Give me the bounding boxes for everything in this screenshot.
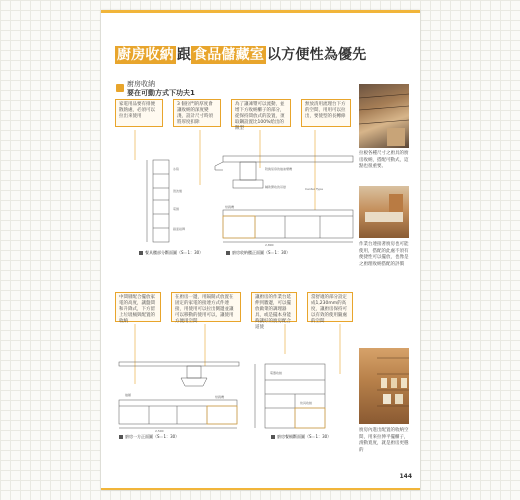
svg-text:冰箱: 冰箱 <box>173 167 180 171</box>
svg-text:烘碗機: 烘碗機 <box>225 205 235 209</box>
note-bottom-3: 讓廚房的作業台延伸到牆邊，可以擺放做菜的調理器具，或是擺本身能夠讓好的廚房配合道使 <box>251 292 297 322</box>
title-connector: 跟 <box>176 47 192 63</box>
svg-text:輔助開收的吊掛: 輔助開收的吊掛 <box>265 185 287 189</box>
book-page <box>101 10 420 490</box>
photo-caption-2: 作業台連接著廚房也可能使用，搭配的此處不須有便捷性可以擺放，也像是之廚理收納搭配的評價 <box>359 242 409 267</box>
note-top-2: 3 個拉門的厚度會讓收納的深度變淺，設計尺寸時須將厚度扣除 <box>173 99 221 127</box>
svg-text:牆面磁磚: 牆面磁磚 <box>173 227 186 231</box>
svg-text:炊具收納: 炊具收納 <box>300 401 313 405</box>
svg-text:2,890: 2,890 <box>265 243 274 247</box>
bottom-accent-bar <box>101 488 420 490</box>
svg-text:電器收納: 電器收納 <box>270 371 283 375</box>
svg-text:電鍋: 電鍋 <box>173 207 180 211</box>
note-top-1: 家電用品要有排便散熱處，必須可以拉出來使用 <box>115 99 163 127</box>
title-rest: 以方便性為優先 <box>267 47 367 63</box>
section-bullet-icon <box>116 84 124 92</box>
photo-caption-1: 拉板各種尺寸之廚具的廚房收納，搭配可動式，這點也很重要。 <box>359 151 409 169</box>
top-accent-bar <box>101 10 420 13</box>
title-highlight-1: 廚房收納 <box>117 47 174 63</box>
svg-text:微波爐: 微波爐 <box>173 189 183 193</box>
drawing-caption-2: 廚房收納櫃正面圖（S＝1：30） <box>226 250 290 256</box>
page-number: 144 <box>399 473 412 480</box>
section-subtitle: 要在可動方式下功夫1 <box>127 89 195 97</box>
svg-text:附換氣扇的抽油煙機: 附換氣扇的抽油煙機 <box>265 167 293 171</box>
note-bottom-2: 在廚房一邊，用隔開式放置在固定的家電的接連方式件連接，用使用可以拉出側邊並讓可以移動的使用可以，讓使用方便用空間 <box>171 292 241 322</box>
photo-caption-3: 廚房內進出配置的收納空間，用來拉伸平擺櫃子，滑動寬度，就是廚房更穩的 <box>359 428 409 453</box>
title-highlight-2: 食品儲藏室 <box>193 47 265 63</box>
drawing-caption-4: 廚房餐桶斷面圖（S＝1：30） <box>271 434 331 440</box>
top-drawings <box>115 130 360 250</box>
section-title: 廚房收納 <box>127 80 155 88</box>
svg-text:抽屜: 抽屜 <box>125 393 132 397</box>
note-bottom-1: 中間層配合擺放家電的高度，讓盤間和升降式，下方留上垃圾桶與配置的收納 <box>115 292 161 322</box>
svg-text:烘碗機: 烘碗機 <box>215 395 225 399</box>
svg-text:2,500: 2,500 <box>155 429 164 433</box>
photo-kitchen-shelves <box>359 84 409 148</box>
note-top-4: 無放清用流理台下方的空間，用用可以拉出，要使型的長轉條 <box>301 99 351 127</box>
note-bottom-4: 當舒適的部分設定成1,230mm的高度，讓廚房保持可以有效的使用隨處的空間 <box>307 292 353 322</box>
drawing-caption-1: 餐具櫃部分斷面圖（S＝1：30） <box>139 250 203 256</box>
photo-storage-room <box>359 348 409 424</box>
bottom-drawings <box>115 324 360 434</box>
drawing-caption-3: 廚房一方正面圖（S＝1：30） <box>119 434 179 440</box>
svg-text:Center Type: Center Type <box>305 187 323 191</box>
page-title <box>115 44 415 66</box>
note-top-3: 為了讓凍漿可以流動，並增下方收納櫃子的部分，從保持間放式的設置，須取鋼設置比100%給出的限型 <box>231 99 291 127</box>
photo-kitchen-counter <box>359 186 409 238</box>
